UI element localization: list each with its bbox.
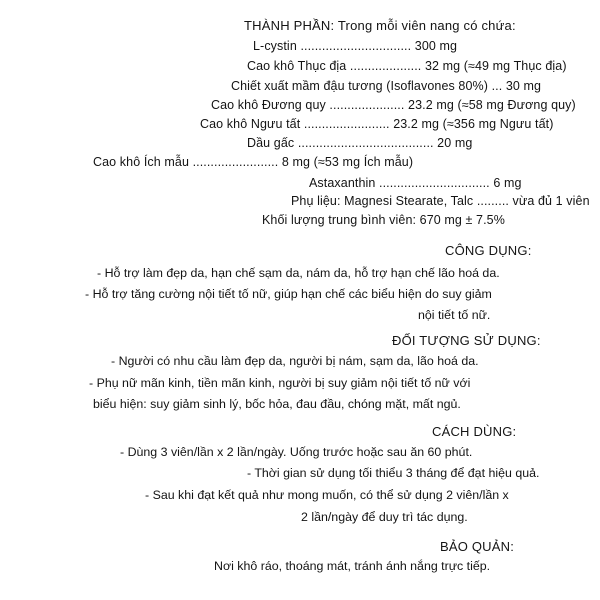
ingredient-line: Astaxanthin ............................... 6 mg bbox=[309, 176, 522, 190]
uses-line: - Hỗ trợ tăng cường nội tiết tố nữ, giúp hạn chế các biểu hiện do suy giảm bbox=[85, 287, 492, 301]
ingredient-line: Cao khô Ngưu tất ........................ 23.2 mg (≈356 mg Ngưu tất) bbox=[200, 117, 554, 131]
uses-line: nội tiết tố nữ. bbox=[418, 308, 491, 322]
ingredient-line: Cao khô Thục địa .................... 32 mg (≈49 mg Thục địa) bbox=[247, 59, 567, 73]
storage-heading: BẢO QUẢN: bbox=[440, 539, 515, 554]
ingredients-heading: THÀNH PHẦN: Trong mỗi viên nang có chứa: bbox=[244, 18, 516, 33]
uses-heading: CÔNG DỤNG: bbox=[445, 243, 532, 258]
usage-line: - Thời gian sử dụng tối thiểu 3 tháng để đạt hiệu quả. bbox=[247, 466, 540, 480]
users-line: - Người có nhu cầu làm đẹp da, người bị nám, sạm da, lão hoá da. bbox=[111, 354, 479, 368]
ingredient-line: Chiết xuất mầm đậu tương (Isoflavones 80%) ... 30 mg bbox=[231, 79, 542, 93]
uses-line: - Hỗ trợ làm đẹp da, hạn chế sạm da, nám da, hỗ trợ hạn chế lão hoá da. bbox=[97, 266, 500, 280]
users-line: - Phụ nữ mãn kinh, tiền mãn kinh, người bị suy giảm nội tiết tố nữ với bbox=[89, 376, 471, 390]
ingredient-line: Khối lượng trung bình viên: 670 mg ± 7.5% bbox=[262, 213, 505, 227]
users-line: biểu hiện: suy giảm sinh lý, bốc hỏa, đau đầu, chóng mặt, mất ngủ. bbox=[93, 397, 461, 411]
users-heading: ĐỐI TƯỢNG SỬ DỤNG: bbox=[392, 333, 541, 348]
usage-heading: CÁCH DÙNG: bbox=[432, 424, 517, 439]
ingredient-line: Cao khô Ích mẫu ........................ 8 mg (≈53 mg Ích mẫu) bbox=[93, 155, 414, 169]
usage-line: - Sau khi đạt kết quả như mong muốn, có thể sử dụng 2 viên/lần x bbox=[145, 488, 509, 502]
storage-line: Nơi khô ráo, thoáng mát, tránh ánh nắng trực tiếp. bbox=[214, 559, 491, 573]
ingredient-line: L-cystin ............................... 300 mg bbox=[253, 39, 458, 53]
ingredient-line: Cao khô Đương quy ..................... 23.2 mg (≈58 mg Đương quy) bbox=[211, 98, 576, 112]
ingredient-line: Dầu gấc ...................................... 20 mg bbox=[247, 136, 473, 150]
ingredient-line: Phụ liệu: Magnesi Stearate, Talc ......... vừa đủ 1 viên bbox=[291, 194, 590, 208]
usage-line: 2 lần/ngày để duy trì tác dụng. bbox=[301, 510, 468, 524]
usage-line: - Dùng 3 viên/lần x 2 lần/ngày. Uống trước hoặc sau ăn 60 phút. bbox=[120, 445, 473, 459]
